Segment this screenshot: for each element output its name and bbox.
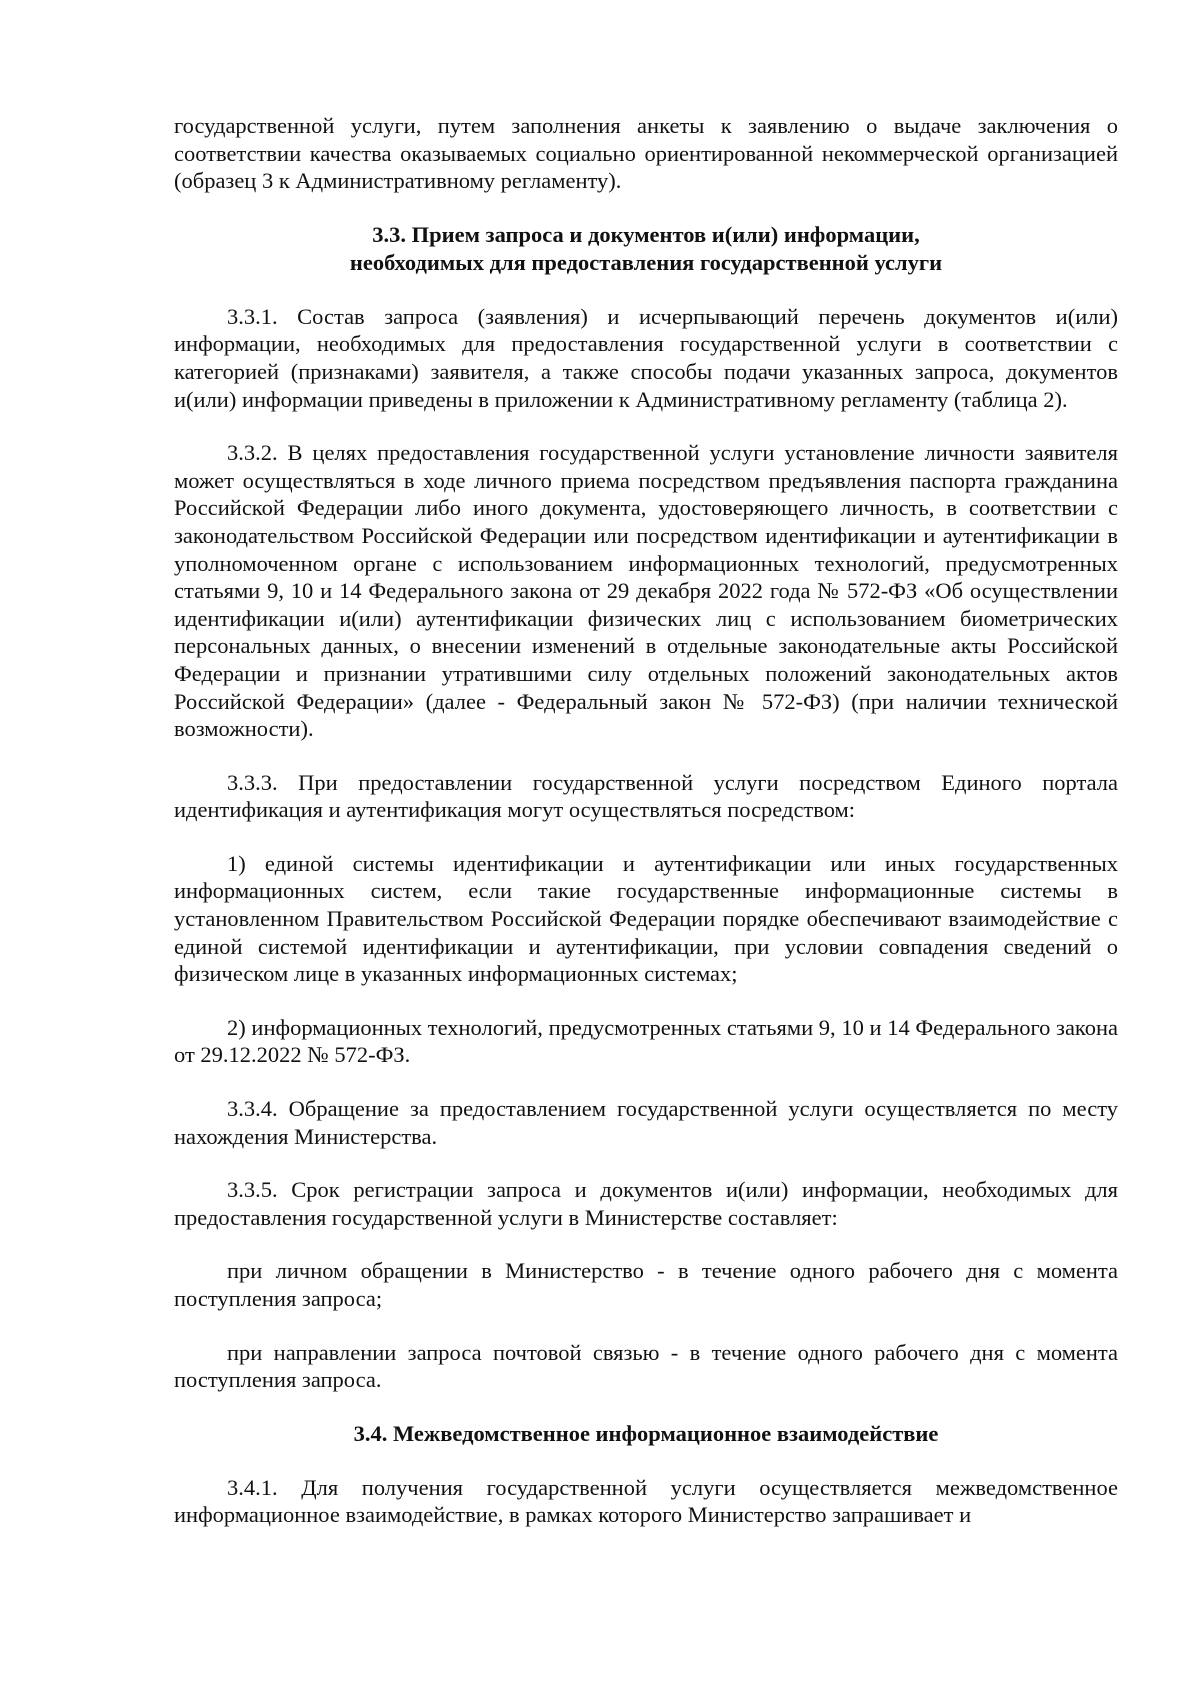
intro-paragraph: государственной услуги, путем заполнения анкеты к заявлению о выдаче заключения о соответствии качества оказываемых социально ориентированной некоммерческой организацией (образец 3 к Административному регламенту). (174, 113, 1118, 194)
document-page (174, 112, 1118, 1529)
paragraph-3-4-1: 3.4.1. Для получения государственной услуги осуществляется межведомственное информационное взаимодействие, в рамках которого Министерство запрашивает и (174, 1474, 1118, 1528)
paragraph-3-3-2: 3.3.2. В целях предоставления государственной услуги установление личности заявителя может осуществляться в ходе личного приема посредством предъявления паспорта гражданина Российской Федерации либо иного документа, удостоверяющего личность, в соответствии с законодательством Российской Федерации или посредством идентификации и аутентификации в уполномоченном органе с использованием информационных технологий, предусмотренных статьями 9, 10 и 14 Федерального закона от 29 декабря 2022 года № 572-ФЗ «Об осуществлении идентификации и(или) аутентификации физических лиц с использованием биометрических персональных данных, о внесении изменений в отдельные законодательные акты Российской Федерации и признании утратившими силу отдельных положений законодательных актов Российской Федерации» (далее - Федеральный закон № 572-ФЗ) (при наличии технической возможности). (174, 440, 1118, 742)
paragraph-3-3-5: 3.3.5. Срок регистрации запроса и документов и(или) информации, необходимых для предоставления государственной услуги в Министерстве составляет: (174, 1177, 1118, 1230)
paragraph-postal-appeal: при направлении запроса почтовой связью - в течение одного рабочего дня с момента поступления запроса. (174, 1339, 1118, 1393)
paragraph-3-3-1: 3.3.1. Состав запроса (заявления) и исчерпывающий перечень документов и(или) информации, необходимых для предоставления государственной услуги в соответствии с категорией (признаками) заявителя, а также способы подачи указанных запроса, документов и(или) информации приведены в приложении к Административному регламенту (таблица 2). (174, 303, 1118, 412)
list-item-2: 2) информационных технологий, предусмотренных статьями 9, 10 и 14 Федерального закона от 29.12.2022 № 572-ФЗ. (174, 1014, 1118, 1068)
paragraph-personal-appeal: при личном обращении в Министерство - в течение одного рабочего дня с момента поступления запроса; (174, 1258, 1118, 1311)
paragraph-3-3-3: 3.3.3. При предоставлении государственной услуги посредством Единого портала идентификация и аутентификация могут осуществляться посредством: (174, 769, 1118, 823)
section-3-3-heading-line2: необходимых для предоставления государственной услуги (349, 249, 943, 275)
paragraph-3-3-4: 3.3.4. Обращение за предоставлением государственной услуги осуществляется по месту нахождения Министерства. (174, 1096, 1118, 1149)
section-3-3-heading (174, 221, 1118, 277)
list-item-1: 1) единой системы идентификации и аутентификации или иных государственных информационных систем, если такие государственные информационные системы в установленном Правительством Российской Федерации порядке обеспечивают взаимодействие с единой системой идентификации и аутентификации, при условии совпадения сведений о физическом лице в указанных информационных системах; (174, 850, 1118, 987)
section-3-4-heading: 3.4. Межведомственное информационное взаимодействие (353, 1420, 939, 1446)
section-3-3-heading-line1: 3.3. Прием запроса и документов и(или) информации, (372, 221, 920, 247)
